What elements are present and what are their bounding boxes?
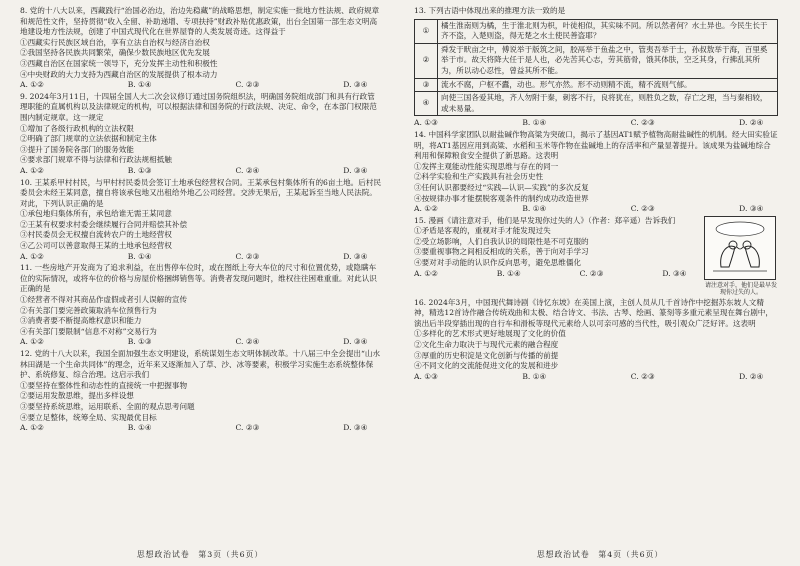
option-1: ①要坚持在整体性和动态性的直接统一中把握事物 [20,380,188,390]
answer-d: D. ③④ [343,251,368,261]
row-text: 橘生淮南则为橘，生于淮北则为枳，叶徒相似，其实味不同。所以然者何？水土异也。今民生长于齐不盗，入楚则盗，得无楚之水土使民善盗耶？ [438,19,778,43]
answer-c: C. ②③ [630,118,655,128]
table-row [415,43,778,78]
answer-choices [414,372,763,383]
answer-b: B. ①③ [127,165,152,175]
option-2: ②明确了部门规章的立法依据和制定主体 [20,134,157,144]
answer-b: B. ①③ [127,337,152,347]
option-3: ③要坚持系统思维，运用联系、全面的观点思考问题 [20,401,195,411]
row-text: 流水不腐，户枢不蠹，动也。形气亦然。形不动则精不流，精不流则气郁。 [438,78,778,92]
option-2: ②文化生命力取决于与现代元素的融合程度 [414,340,559,350]
row-number: ② [415,43,438,78]
answer-d: D. ③④ [343,80,368,90]
question-body [414,216,698,297]
option-4: ④要对对手动能的认识作反向思考，避免思维僵化 [414,258,582,268]
cartoon-illustration-icon [704,216,776,280]
option-4: ④要立足整体，统筹全局、实现最优目标 [20,412,157,422]
option-4: ④中央财政的大力支持为西藏自治区的发展提供了根本动力 [20,69,218,79]
answer-a: A. ①③ [414,371,438,381]
answer-d: D. ②④ [739,371,764,381]
answer-a: A. ①② [414,204,438,214]
comic-layout [414,216,778,297]
answer-choices [20,252,368,263]
answer-a: A. ①② [20,80,44,90]
answer-c: C. ②③ [579,268,604,278]
question-8 [20,6,382,91]
question-10 [20,178,382,263]
page-4 [400,0,800,566]
question-14 [414,130,778,215]
option-3: ③消费者要不断提高维权意识和能力 [20,316,142,326]
option-2: ②科学实验和生产实践具有社会历史性 [414,172,544,182]
answer-b: B. ①④ [522,204,547,214]
option-2: ②王某有权要求村委会继续履行合同并赔偿其补偿 [20,219,188,229]
answer-b: B. ①④ [127,80,152,90]
question-stem: 15. 漫画《请注意对手，他们是早发现你过失的人》（作者：郑辛遥）告诉我们 [414,215,676,225]
row-text: 舜发于畎亩之中，傅说举于版筑之间，胶鬲举于鱼盐之中，管夷吾举于士，孙叔敖举于海，百里奚举于市。故天将降大任于是人也，必先苦其心志，劳其筋骨，饿其体肤，空乏其身，行拂乱其所为，所以动心忍性，曾益其所不能。 [438,43,778,78]
answer-choices [414,118,763,129]
question-stem: 12. 党的十八大以来，我国全面加强生态文明建设，系统谋划生态文明体制改革。十八届三中全会提出“山水林田湖是一个生命共同体”的理念，近年来又逐渐加入了草、沙、冰等要素，积极学习实施生态系统整体保护、系统修复、综合治理。这启示我们 [20,349,381,380]
quote-table [414,19,778,117]
option-3: ③村民委员会无权擅自流转农户的土地经营权 [20,230,172,240]
answer-b: B. ①④ [127,251,152,261]
option-1: ①经营者不得对其商品作虚假或者引人误解的宣传 [20,295,188,305]
option-1: ①西藏实行民族区域自治，享有立法自治权与经济自治权 [20,37,210,47]
answer-b: B. ①④ [127,423,152,433]
option-1: ①矛盾是客观的，重视对手才能发现过失 [414,226,551,236]
row-number: ① [415,19,438,43]
option-4: ④要求部门规章不得与法律和行政法规相抵触 [20,155,172,165]
cartoon-caption: 请注意对手，他们是最早发现你过失的人。 [704,281,777,297]
answer-a: A. ①② [20,251,44,261]
answer-b: B. ①④ [522,118,547,128]
option-3: ③任何认识都要经过“实践—认识—实践”的多次反复 [414,182,589,192]
answer-d: D. ②④ [739,118,764,128]
table-row [415,19,778,43]
option-1: ①增加了各级行政机构的立法权限 [20,123,134,133]
answer-a: A. ①② [414,268,438,278]
option-3: ③厚重的历史积淀是文化创新与传播的前提 [414,350,559,360]
answer-d: D. ③④ [739,204,764,214]
option-2: ②要运用发散思维，提出多样设想 [20,391,134,401]
option-1: ①承包地归集体所有，承包给谁无需王某同意 [20,209,172,219]
answer-choices [20,166,368,177]
page-footer: 思想政治试卷 第4页（共6页） [536,550,664,560]
question-stem: 11. 一些房地产开发商为了追求利益，在出售停车位时，或在图纸上夸大车位的尺寸和位置优势，或隐瞒车位的实际情况，或将车位的价格与房屋价格捆绑销售等。消费者发现问题时，维权往往困难重重。对此认识正确的是 [20,263,377,294]
option-1: ①多样化的艺术形式更好地展现了文化的价值 [414,329,566,339]
question-16 [414,298,778,383]
answer-c: C. ②③ [630,204,655,214]
cartoon [704,216,778,297]
answer-a: A. ①② [20,423,44,433]
answer-a: A. ①② [20,165,44,175]
answer-c: C. ②③ [235,423,260,433]
question-stem: 10. 王某系甲村村民，与甲村村民委员会签订土地承包经营权合同。王某承包村集体所有的6亩土地。后村民委员会未经王某同意，擅自将该承包地又出租给外地乙公司经营。交涉无果后，王某起诉至当地人民法院。对此，下列认识正确的是 [20,177,382,208]
answer-choices [414,204,763,215]
page-footer: 思想政治试卷 第3页（共6页） [136,550,264,560]
question-9 [20,92,382,177]
answer-c: C. ②③ [235,80,260,90]
answer-c: C. ②③ [630,371,655,381]
answer-c: C. ②④ [235,337,260,347]
option-2: ②有关部门要完善政策取消车位预售行为 [20,305,157,315]
option-3: ③提升了国务院各部门的服务效能 [20,144,134,154]
answer-d: D. ③④ [662,268,687,278]
option-2: ②我国坚持各民族共同繁荣，确保少数民族地区优先发展 [20,48,210,58]
answer-choices [20,80,368,91]
option-3: ③要重视事物之间相反相成的关系，善于向对手学习 [414,247,589,257]
answer-choices [414,269,687,280]
question-12 [20,349,382,434]
answer-c: C. ②③ [235,251,260,261]
answer-a: A. ①② [20,337,44,347]
question-stem: 16. 2024年3月，中国现代舞诗剧《诗忆东坡》在美国上演，主创人员从几千首诗作中挖掘苏东坡人文精神，精选12首诗作融合传统戏曲和太极、结合诗文、书法、古琴、绘画、篆刻等多重元素呈现在舞台剧中，演出后半段穿插出现的自行车和滑板等现代元素给人以可亲可感的当代性，吸引观众广泛好评。这表明 [414,297,773,328]
table-row [415,78,778,92]
option-1: ①发挥主观能动性能实现思维与存在的同一 [414,161,559,171]
answer-b: B. ①④ [522,371,547,381]
question-stem: 9. 2024年3月11日，十四届全国人大二次会议修订通过国务院组织法，明确国务院组成部门和具有行政管理职能的直属机构以及法律规定的机构，可以根据法律和国务院的行政法规、决定、命令，在本部门权限范围内制定规章。这一规定 [20,91,377,122]
question-stem: 14. 中国科学家团队以耐盐碱作物高粱为突破口，揭示了基因AT1赋予植物高耐盐碱性的机制。经大田实验证明，将AT1基因应用到高粱、水稻和玉米等作物在盐碱地上的存活率和产量显著提升。该成果为盐碱地综合利用和保障粮食安全提供了新思路。这表明 [414,129,778,161]
answer-choices [20,423,368,434]
row-text: 向使三国各爱其地，齐人勿附于秦，刺客不行，良将犹在，则胜负之数，存亡之理，当与秦相较，或未易量。 [438,92,778,116]
answer-choices [20,337,368,348]
question-15 [414,216,778,297]
row-number: ③ [415,78,438,92]
answer-d: D. ③④ [343,423,368,433]
question-11 [20,263,382,348]
option-4: ④乙公司可以善意取得王某的土地承包经营权 [20,241,172,251]
table-row [415,92,778,116]
answer-c: C. ②④ [235,165,260,175]
question-13 [414,6,778,129]
answer-d: D. ③④ [343,337,368,347]
answer-b: B. ①④ [496,268,521,278]
option-4: ④有关部门要限制“信息不对称”交易行为 [20,326,157,336]
row-number: ④ [415,92,438,116]
answer-d: D. ③④ [343,165,368,175]
question-stem: 8. 党的十八大以来，西藏践行“治国必治边，治边先稳藏”的战略思想，制定实施一批地方性法规、政府规章和规范性文件，坚持贯彻“收入全留、补助递增、专项扶持”财政补贴优惠政策，出台全国第一部生态文明高地建设地方性法规，创建了中国式现代化在世界屋脊的人类发展奇迹。这得益于 [20,6,380,37]
option-4: ④按规律办事才能摆脱客观条件的制约成功改造世界 [414,193,589,203]
question-stem: 13. 下列古语中体现出来的推理方法一致的是 [414,6,566,15]
answer-a: A. ①③ [414,118,438,128]
option-2: ②受立场影响，人们自我认识的局限性是不可克服的 [414,236,589,246]
option-4: ④不同文化的交流能促进文化的发展和进步 [414,361,559,371]
option-3: ③西藏自治区在国家统一领导下，充分发挥主动性和积极性 [20,58,218,68]
